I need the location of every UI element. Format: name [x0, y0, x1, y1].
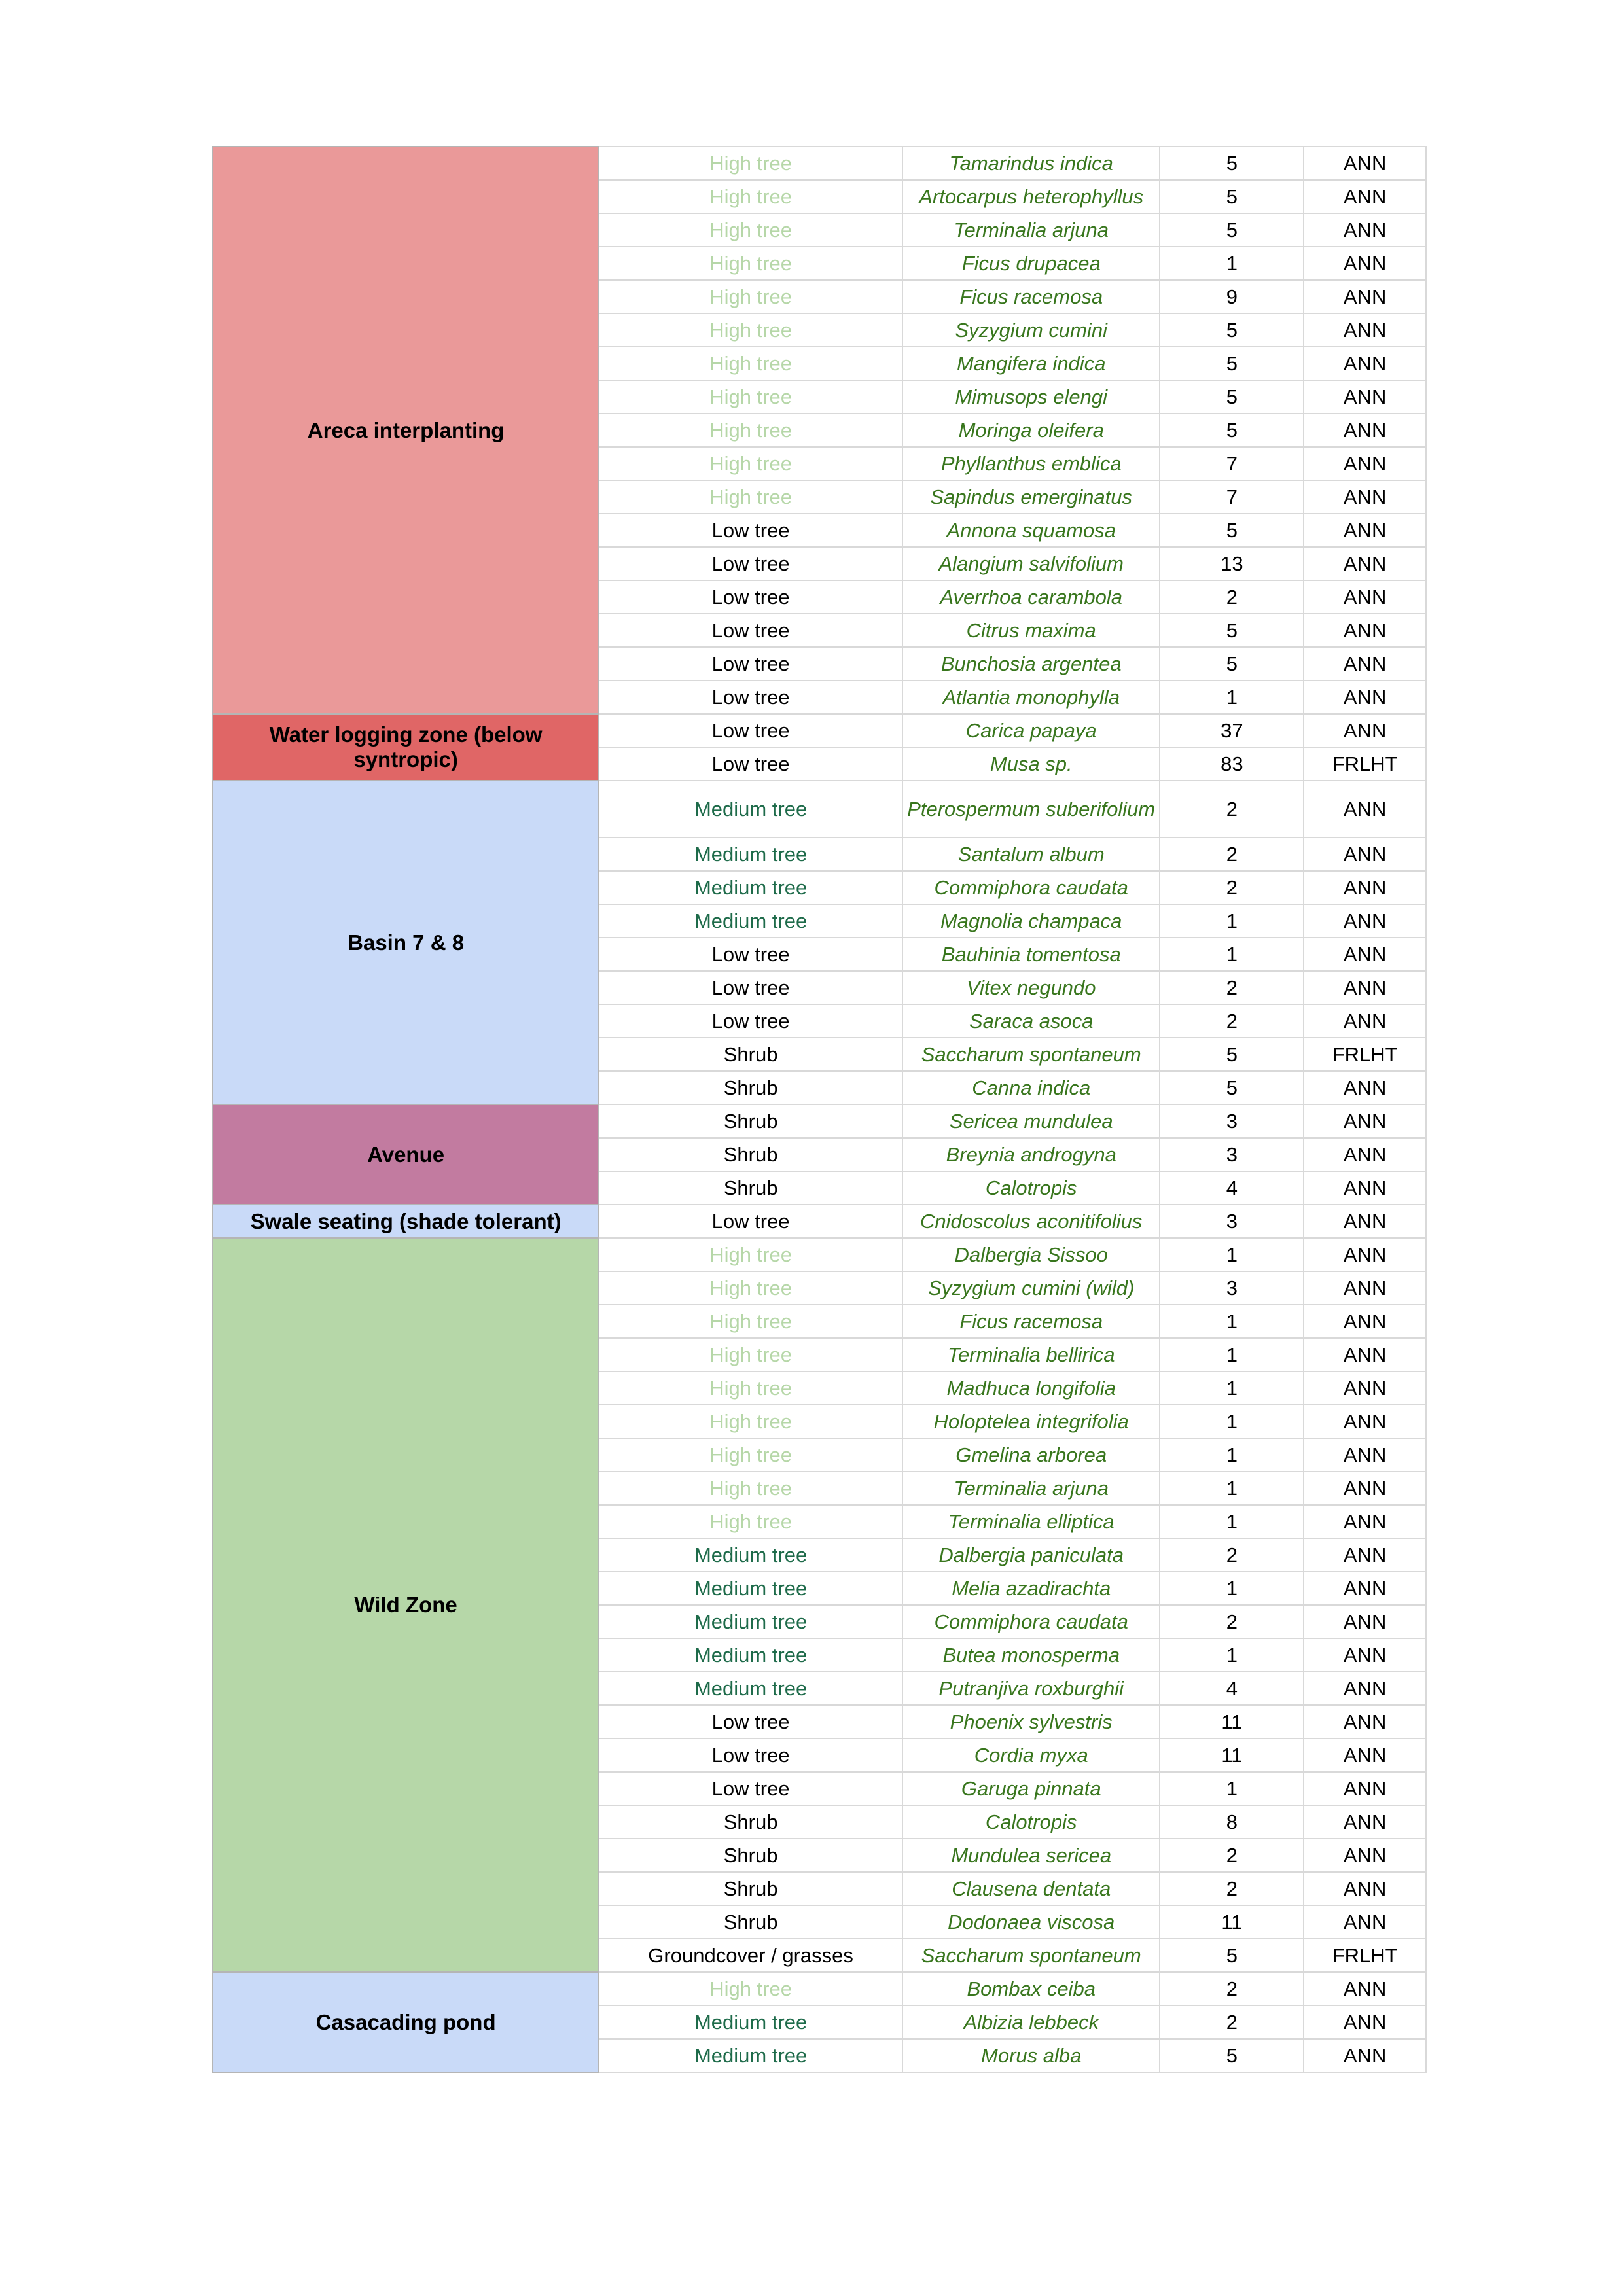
species-cell: Alangium salvifolium — [902, 547, 1160, 580]
plant-type-cell: High tree — [599, 1505, 902, 1538]
quantity-cell: 3 — [1160, 1205, 1304, 1238]
quantity-cell: 5 — [1160, 614, 1304, 647]
species-cell: Calotropis — [902, 1805, 1160, 1839]
quantity-cell: 5 — [1160, 514, 1304, 547]
quantity-cell: 2 — [1160, 1872, 1304, 1905]
plant-type-cell: Shrub — [599, 1038, 902, 1071]
quantity-cell: 1 — [1160, 680, 1304, 714]
quantity-cell: 5 — [1160, 313, 1304, 347]
species-cell: Ficus racemosa — [902, 280, 1160, 313]
quantity-cell: 5 — [1160, 147, 1304, 180]
species-cell: Cordia myxa — [902, 1739, 1160, 1772]
source-cell: FRLHT — [1304, 747, 1426, 781]
quantity-cell: 1 — [1160, 1371, 1304, 1405]
quantity-cell: 11 — [1160, 1739, 1304, 1772]
source-cell: ANN — [1304, 714, 1426, 747]
quantity-cell: 1 — [1160, 1305, 1304, 1338]
source-cell: ANN — [1304, 1672, 1426, 1705]
source-cell: ANN — [1304, 680, 1426, 714]
plant-type-cell: High tree — [599, 447, 902, 480]
source-cell: ANN — [1304, 313, 1426, 347]
zone-cell-swale: Swale seating (shade tolerant) — [213, 1205, 599, 1238]
source-cell: ANN — [1304, 1605, 1426, 1638]
zone-cell-avenue: Avenue — [213, 1104, 599, 1205]
plant-type-cell: High tree — [599, 280, 902, 313]
plant-type-cell: Shrub — [599, 1872, 902, 1905]
quantity-cell: 2 — [1160, 1605, 1304, 1638]
plant-type-cell: Medium tree — [599, 838, 902, 871]
quantity-cell: 1 — [1160, 938, 1304, 971]
species-cell: Ficus racemosa — [902, 1305, 1160, 1338]
species-cell: Carica papaya — [902, 714, 1160, 747]
source-cell: ANN — [1304, 147, 1426, 180]
source-cell: ANN — [1304, 1705, 1426, 1739]
quantity-cell: 1 — [1160, 1338, 1304, 1371]
species-cell: Canna indica — [902, 1071, 1160, 1104]
species-cell: Atlantia monophylla — [902, 680, 1160, 714]
quantity-cell: 4 — [1160, 1171, 1304, 1205]
source-cell: ANN — [1304, 971, 1426, 1004]
quantity-cell: 2 — [1160, 1538, 1304, 1572]
plant-type-cell: High tree — [599, 1305, 902, 1338]
quantity-cell: 1 — [1160, 1405, 1304, 1438]
plant-type-cell: High tree — [599, 1405, 902, 1438]
plant-type-cell: Low tree — [599, 1705, 902, 1739]
plant-type-cell: High tree — [599, 180, 902, 213]
species-cell: Syzygium cumini — [902, 313, 1160, 347]
quantity-cell: 5 — [1160, 180, 1304, 213]
source-cell: ANN — [1304, 1171, 1426, 1205]
plant-type-cell: Medium tree — [599, 1605, 902, 1638]
source-cell: ANN — [1304, 213, 1426, 247]
species-cell: Syzygium cumini (wild) — [902, 1271, 1160, 1305]
source-cell: ANN — [1304, 1238, 1426, 1271]
species-cell: Musa sp. — [902, 747, 1160, 781]
species-cell: Cnidoscolus aconitifolius — [902, 1205, 1160, 1238]
quantity-cell: 3 — [1160, 1138, 1304, 1171]
plant-type-cell: High tree — [599, 1338, 902, 1371]
quantity-cell: 2 — [1160, 1839, 1304, 1872]
plant-type-cell: Medium tree — [599, 781, 902, 838]
quantity-cell: 2 — [1160, 871, 1304, 904]
quantity-cell: 7 — [1160, 480, 1304, 514]
species-cell: Citrus maxima — [902, 614, 1160, 647]
species-cell: Terminalia elliptica — [902, 1505, 1160, 1538]
species-cell: Mimusops elengi — [902, 380, 1160, 414]
plant-type-cell: Low tree — [599, 1205, 902, 1238]
source-cell: ANN — [1304, 1438, 1426, 1472]
source-cell: ANN — [1304, 580, 1426, 614]
plant-type-cell: Shrub — [599, 1839, 902, 1872]
plant-type-cell: Groundcover / grasses — [599, 1939, 902, 1972]
source-cell: ANN — [1304, 414, 1426, 447]
plant-type-cell: High tree — [599, 1271, 902, 1305]
zone-cell-basin: Basin 7 & 8 — [213, 781, 599, 1104]
quantity-cell: 2 — [1160, 1004, 1304, 1038]
plant-type-cell: Low tree — [599, 971, 902, 1004]
table-row — [213, 1104, 1426, 1138]
plant-type-cell: High tree — [599, 480, 902, 514]
source-cell: ANN — [1304, 180, 1426, 213]
source-cell: ANN — [1304, 1538, 1426, 1572]
quantity-cell: 5 — [1160, 2039, 1304, 2072]
species-cell: Phoenix sylvestris — [902, 1705, 1160, 1739]
source-cell: FRLHT — [1304, 1038, 1426, 1071]
source-cell: ANN — [1304, 1338, 1426, 1371]
table-row — [213, 1972, 1426, 2005]
plant-type-cell: Low tree — [599, 1004, 902, 1038]
plant-type-cell: High tree — [599, 1472, 902, 1505]
quantity-cell: 11 — [1160, 1705, 1304, 1739]
quantity-cell: 11 — [1160, 1905, 1304, 1939]
quantity-cell: 1 — [1160, 904, 1304, 938]
plant-type-cell: Medium tree — [599, 1638, 902, 1672]
species-cell: Mundulea sericea — [902, 1839, 1160, 1872]
plant-type-cell: Shrub — [599, 1171, 902, 1205]
source-cell: ANN — [1304, 781, 1426, 838]
species-cell: Moringa oleifera — [902, 414, 1160, 447]
plant-type-cell: Shrub — [599, 1071, 902, 1104]
plant-type-cell: Medium tree — [599, 2005, 902, 2039]
source-cell: ANN — [1304, 1371, 1426, 1405]
plant-type-cell: Low tree — [599, 547, 902, 580]
species-cell: Annona squamosa — [902, 514, 1160, 547]
source-cell: ANN — [1304, 1972, 1426, 2005]
species-cell: Bauhinia tomentosa — [902, 938, 1160, 971]
plant-type-cell: Low tree — [599, 514, 902, 547]
quantity-cell: 5 — [1160, 347, 1304, 380]
quantity-cell: 37 — [1160, 714, 1304, 747]
quantity-cell: 1 — [1160, 1438, 1304, 1472]
source-cell: ANN — [1304, 1104, 1426, 1138]
source-cell: ANN — [1304, 1138, 1426, 1171]
plant-type-cell: High tree — [599, 213, 902, 247]
species-cell: Pterospermum suberifolium — [902, 781, 1160, 838]
plant-type-cell: Medium tree — [599, 2039, 902, 2072]
plant-type-cell: Low tree — [599, 747, 902, 781]
quantity-cell: 9 — [1160, 280, 1304, 313]
plant-type-cell: Low tree — [599, 680, 902, 714]
species-cell: Holoptelea integrifolia — [902, 1405, 1160, 1438]
source-cell: ANN — [1304, 1305, 1426, 1338]
quantity-cell: 7 — [1160, 447, 1304, 480]
planting-schedule-body — [213, 147, 1426, 2072]
quantity-cell: 8 — [1160, 1805, 1304, 1839]
plant-type-cell: High tree — [599, 414, 902, 447]
plant-type-cell: High tree — [599, 247, 902, 280]
species-cell: Melia azadirachta — [902, 1572, 1160, 1605]
quantity-cell: 2 — [1160, 781, 1304, 838]
source-cell: ANN — [1304, 247, 1426, 280]
quantity-cell: 5 — [1160, 414, 1304, 447]
plant-type-cell: Shrub — [599, 1104, 902, 1138]
species-cell: Saccharum spontaneum — [902, 1038, 1160, 1071]
source-cell: ANN — [1304, 871, 1426, 904]
species-cell: Vitex negundo — [902, 971, 1160, 1004]
quantity-cell: 13 — [1160, 547, 1304, 580]
source-cell: ANN — [1304, 1572, 1426, 1605]
quantity-cell: 1 — [1160, 247, 1304, 280]
species-cell: Putranjiva roxburghii — [902, 1672, 1160, 1705]
species-cell: Morus alba — [902, 2039, 1160, 2072]
source-cell: ANN — [1304, 2005, 1426, 2039]
plant-type-cell: Low tree — [599, 938, 902, 971]
species-cell: Commiphora caudata — [902, 1605, 1160, 1638]
species-cell: Breynia androgyna — [902, 1138, 1160, 1171]
species-cell: Bombax ceiba — [902, 1972, 1160, 2005]
quantity-cell: 1 — [1160, 1572, 1304, 1605]
species-cell: Phyllanthus emblica — [902, 447, 1160, 480]
plant-type-cell: High tree — [599, 147, 902, 180]
quantity-cell: 5 — [1160, 1038, 1304, 1071]
species-cell: Dodonaea viscosa — [902, 1905, 1160, 1939]
quantity-cell: 2 — [1160, 1972, 1304, 2005]
quantity-cell: 83 — [1160, 747, 1304, 781]
table-row — [213, 1205, 1426, 1238]
source-cell: ANN — [1304, 1839, 1426, 1872]
zone-cell-water: Water logging zone (below syntropic) — [213, 714, 599, 781]
plant-type-cell: High tree — [599, 1972, 902, 2005]
species-cell: Butea monosperma — [902, 1638, 1160, 1672]
zone-cell-areca: Areca interplanting — [213, 147, 599, 714]
quantity-cell: 5 — [1160, 380, 1304, 414]
plant-type-cell: Medium tree — [599, 904, 902, 938]
species-cell: Calotropis — [902, 1171, 1160, 1205]
source-cell: ANN — [1304, 347, 1426, 380]
quantity-cell: 2 — [1160, 838, 1304, 871]
species-cell: Madhuca longifolia — [902, 1371, 1160, 1405]
plant-type-cell: Shrub — [599, 1805, 902, 1839]
source-cell: ANN — [1304, 614, 1426, 647]
quantity-cell: 4 — [1160, 1672, 1304, 1705]
species-cell: Dalbergia paniculata — [902, 1538, 1160, 1572]
source-cell: ANN — [1304, 1271, 1426, 1305]
source-cell: ANN — [1304, 1505, 1426, 1538]
quantity-cell: 1 — [1160, 1472, 1304, 1505]
quantity-cell: 1 — [1160, 1638, 1304, 1672]
source-cell: ANN — [1304, 838, 1426, 871]
species-cell: Saccharum spontaneum — [902, 1939, 1160, 1972]
source-cell: ANN — [1304, 938, 1426, 971]
plant-type-cell: High tree — [599, 1438, 902, 1472]
plant-type-cell: High tree — [599, 1371, 902, 1405]
quantity-cell: 2 — [1160, 971, 1304, 1004]
source-cell: ANN — [1304, 514, 1426, 547]
plant-type-cell: Low tree — [599, 580, 902, 614]
plant-type-cell: Low tree — [599, 714, 902, 747]
species-cell: Sericea mundulea — [902, 1104, 1160, 1138]
species-cell: Albizia lebbeck — [902, 2005, 1160, 2039]
source-cell: ANN — [1304, 1205, 1426, 1238]
species-cell: Terminalia arjuna — [902, 213, 1160, 247]
quantity-cell: 1 — [1160, 1772, 1304, 1805]
source-cell: ANN — [1304, 1905, 1426, 1939]
quantity-cell: 5 — [1160, 1071, 1304, 1104]
species-cell: Terminalia arjuna — [902, 1472, 1160, 1505]
quantity-cell: 5 — [1160, 1939, 1304, 1972]
species-cell: Mangifera indica — [902, 347, 1160, 380]
source-cell: ANN — [1304, 380, 1426, 414]
plant-type-cell: High tree — [599, 347, 902, 380]
source-cell: FRLHT — [1304, 1939, 1426, 1972]
plant-type-cell: Medium tree — [599, 1538, 902, 1572]
species-cell: Artocarpus heterophyllus — [902, 180, 1160, 213]
source-cell: ANN — [1304, 1004, 1426, 1038]
species-cell: Dalbergia Sissoo — [902, 1238, 1160, 1271]
plant-type-cell: Low tree — [599, 1739, 902, 1772]
source-cell: ANN — [1304, 1805, 1426, 1839]
table-row — [213, 147, 1426, 180]
species-cell: Averrhoa carambola — [902, 580, 1160, 614]
source-cell: ANN — [1304, 904, 1426, 938]
species-cell: Commiphora caudata — [902, 871, 1160, 904]
source-cell: ANN — [1304, 1772, 1426, 1805]
quantity-cell: 5 — [1160, 647, 1304, 680]
species-cell: Ficus drupacea — [902, 247, 1160, 280]
table-row — [213, 1238, 1426, 1271]
source-cell: ANN — [1304, 280, 1426, 313]
plant-type-cell: Low tree — [599, 1772, 902, 1805]
plant-type-cell: Shrub — [599, 1905, 902, 1939]
source-cell: ANN — [1304, 1405, 1426, 1438]
quantity-cell: 3 — [1160, 1271, 1304, 1305]
plant-type-cell: High tree — [599, 313, 902, 347]
quantity-cell: 3 — [1160, 1104, 1304, 1138]
zone-cell-pond: Casacading pond — [213, 1972, 599, 2072]
source-cell: ANN — [1304, 547, 1426, 580]
species-cell: Gmelina arborea — [902, 1438, 1160, 1472]
species-cell: Santalum album — [902, 838, 1160, 871]
plant-type-cell: Medium tree — [599, 1672, 902, 1705]
source-cell: ANN — [1304, 1872, 1426, 1905]
source-cell: ANN — [1304, 480, 1426, 514]
quantity-cell: 2 — [1160, 580, 1304, 614]
species-cell: Bunchosia argentea — [902, 647, 1160, 680]
species-cell: Clausena dentata — [902, 1872, 1160, 1905]
plant-type-cell: Medium tree — [599, 871, 902, 904]
species-cell: Tamarindus indica — [902, 147, 1160, 180]
source-cell: ANN — [1304, 647, 1426, 680]
quantity-cell: 1 — [1160, 1505, 1304, 1538]
source-cell: ANN — [1304, 1638, 1426, 1672]
quantity-cell: 2 — [1160, 2005, 1304, 2039]
table-row — [213, 714, 1426, 747]
table-row — [213, 781, 1426, 838]
source-cell: ANN — [1304, 1472, 1426, 1505]
source-cell: ANN — [1304, 447, 1426, 480]
plant-type-cell: High tree — [599, 1238, 902, 1271]
source-cell: ANN — [1304, 1739, 1426, 1772]
species-cell: Sapindus emerginatus — [902, 480, 1160, 514]
species-cell: Garuga pinnata — [902, 1772, 1160, 1805]
plant-type-cell: Low tree — [599, 614, 902, 647]
plant-type-cell: Low tree — [599, 647, 902, 680]
planting-schedule-table — [212, 146, 1427, 2073]
quantity-cell: 5 — [1160, 213, 1304, 247]
species-cell: Saraca asoca — [902, 1004, 1160, 1038]
zone-cell-wild: Wild Zone — [213, 1238, 599, 1972]
quantity-cell: 1 — [1160, 1238, 1304, 1271]
source-cell: ANN — [1304, 2039, 1426, 2072]
species-cell: Terminalia bellirica — [902, 1338, 1160, 1371]
plant-type-cell: Medium tree — [599, 1572, 902, 1605]
plant-type-cell: Shrub — [599, 1138, 902, 1171]
species-cell: Magnolia champaca — [902, 904, 1160, 938]
plant-type-cell: High tree — [599, 380, 902, 414]
source-cell: ANN — [1304, 1071, 1426, 1104]
